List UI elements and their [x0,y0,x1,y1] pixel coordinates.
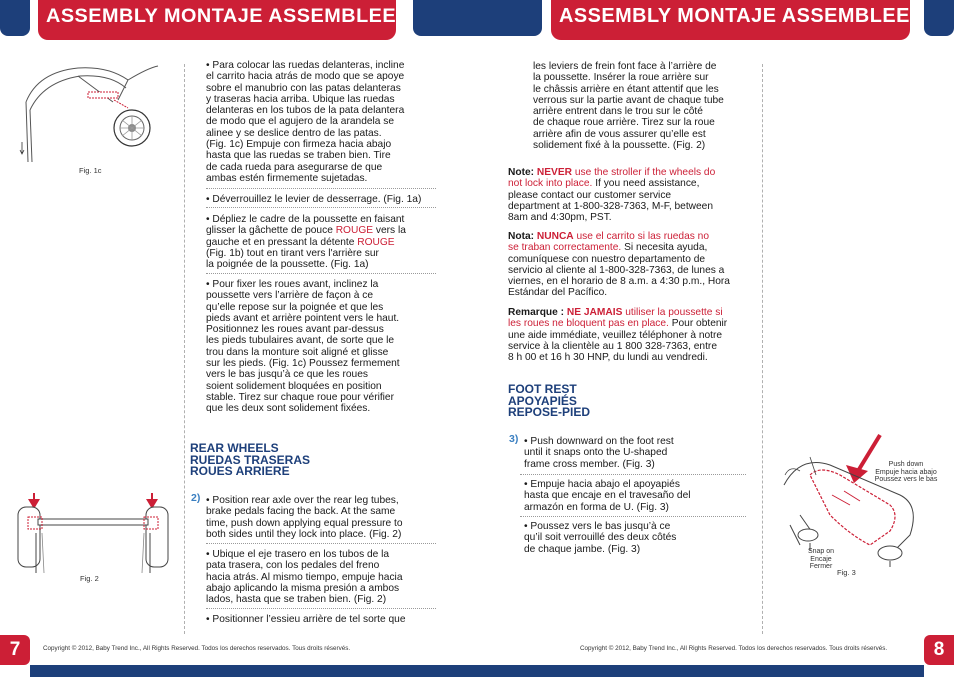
left-page-number: 7 [0,635,30,665]
separator [206,188,436,189]
right-page-number: 8 [924,635,954,665]
foot-rest-fr: • Poussez vers le bas jusqu’à ce qu’il soit verrouillé des deux côtés de chaque jambe. (Fig. 3) [524,521,677,555]
right-footer-bar [477,665,924,677]
fig-3-caption: Fig. 3 [837,568,856,577]
left-footer-bar [30,665,477,677]
unfold-frame-fr: • Dépliez le cadre de la poussette en faisant glisser la gâchette de pouce ROUGE vers la gauche et en pressant la détente ROUGE (Fig. 1b) tout en tirant vers l'arrière sur la poignée de la poussette. (Fig. 1a) [206,214,406,271]
fig-2-illustration [14,493,174,573]
rear-axle-en: • Position rear axle over the rear leg tubes, brake pedals facing the back. At the same time, push down applying equal pressure to both sides until they lock into place. (Fig. 2) [206,495,403,540]
separator [520,474,746,475]
release-lever-fr: • Déverrouillez le levier de desserrage. (Fig. 1a) [206,194,422,205]
left-header-tab-right [413,0,542,36]
note-fr: Remarque : NE JAMAIS utiliser la poussette si les roues ne bloquent pas en place. Pour obtenir une aide immédiate, veuillez téléphoner à notre service à la clientèle au 1 800 328-7363, entre 8 h 00 et 16 h 30 HNP, du lundi au vendredi. [508,307,728,364]
rear-axle-es: • Ubique el eje trasero en los tubos de la pata trasera, con los pedales del freno hacia atrás. Al mismo tiempo, empuje hacia abajo aplicando la misma presión a ambos lados, hasta que se traben bien. (Fig. 2) [206,549,403,606]
front-wheels-es: • Para colocar las ruedas delanteras, incline el carrito hacia atrás de modo que se apoye sobre el manubrio con las patas delanteras y traseras hacia arriba. Ubique las ruedas delanteras en los tubos de la pata delantera de modo que el agujero de la arandela se alinee y se deslice dentro de las patas. (Fig. 1c) Empuje con firmeza hacia abajo hasta que las ruedas se traben bien. Tire de cada rueda para asegurarse de que ambas estén firmemente sujetadas. [206,60,405,184]
rear-axle-fr-continued: les leviers de frein font face à l’arrière de la poussette. Insérer la roue arrière sur le châssis arrière en étant attentif que les verrous sur la partie avant de chaque tube arrière entrent dans le trou sur le côté de chaque roue arrière. Tirez sur la roue arrière afin de vous assurer qu’elle est solidement fixé à la poussette. (Fig. 2) [533,61,724,152]
separator [206,273,436,274]
left-page-title: ASSEMBLY MONTAJE ASSEMBLEE [38,0,396,40]
note-en: Note: NEVER use the stroller if the wheels do not lock into place. If you need assistance, please contact our customer service department at 1-800-328-7363, M-F, between 8am and 4:30pm, PST. [508,167,716,224]
foot-rest-heading: FOOT REST APOYAPIÉS REPOSE-PIED [508,382,591,419]
fig-2-caption: Fig. 2 [80,574,99,583]
right-copyright: Copyright © 2012, Baby Trend Inc., All Rights Reserved. Todos los derechos reservados. Tous droits réservés. [580,645,888,652]
push-down-label: Push down Empuje hacia abajo Poussez vers le bas [874,461,938,484]
right-page-title: ASSEMBLY MONTAJE ASSEMBLEE [551,0,910,40]
foot-rest-en: • Push downward on the foot rest until it snaps onto the U-shaped frame cross member. (Fig. 3) [524,436,674,470]
snap-on-label: Snap on Encaje Fermer [807,548,835,571]
separator [206,543,436,544]
step-2-number: 2) [191,492,201,504]
rear-wheels-heading: REAR WHEELS RUEDAS TRASERAS ROUES ARRIERE [190,441,311,478]
left-header-corner [0,0,30,36]
right-column-divider [762,64,763,634]
step-3-number: 3) [509,433,519,445]
right-header-corner [924,0,954,36]
note-es: Nota: NUNCA use el carrito si las ruedas no se traban correctamente. Si necesita ayuda, comuníquese con nuestro departamento de servicio al cliente al 1-800-328-7363, de lunes a viernes, en el horario de 8 a.m. a 4:30 p.m., Hora Estándar del Pacífico. [508,231,730,299]
left-copyright: Copyright © 2012, Baby Trend Inc., All Rights Reserved. Todos los derechos reservados. Tous droits réservés. [43,645,351,652]
foot-rest-es: • Empuje hacia abajo el apoyapiés hasta que encaje en el travesaño del armazón en forma de U. (Fig. 3) [524,479,691,513]
fig-1c-illustration [18,62,168,172]
fig-1c-caption: Fig. 1c [79,166,102,175]
separator [206,207,436,208]
rear-axle-fr: • Positionner l’essieu arrière de tel sorte que [206,614,406,625]
separator [520,516,746,517]
separator [206,608,436,609]
front-wheels-fr: • Pour fixer les roues avant, inclinez la poussette vers l’arrière de façon à ce qu’elle repose sur la poignée et que les pieds avant et arrière pointent vers le haut. Positionnez les roues avant par-dessus les pieds tubulaires avant, de sorte que le trou dans la monture soit aligné et glisse sur les pieds. (Fig. 1c) Poussez fermement vers le bas jusqu’à ce que les roues soient solidement bloquées en position stable. Tirez sur chaque roue pour vérifier que les deux sont solidement fixées. [206,279,400,415]
left-column-divider [184,64,185,634]
